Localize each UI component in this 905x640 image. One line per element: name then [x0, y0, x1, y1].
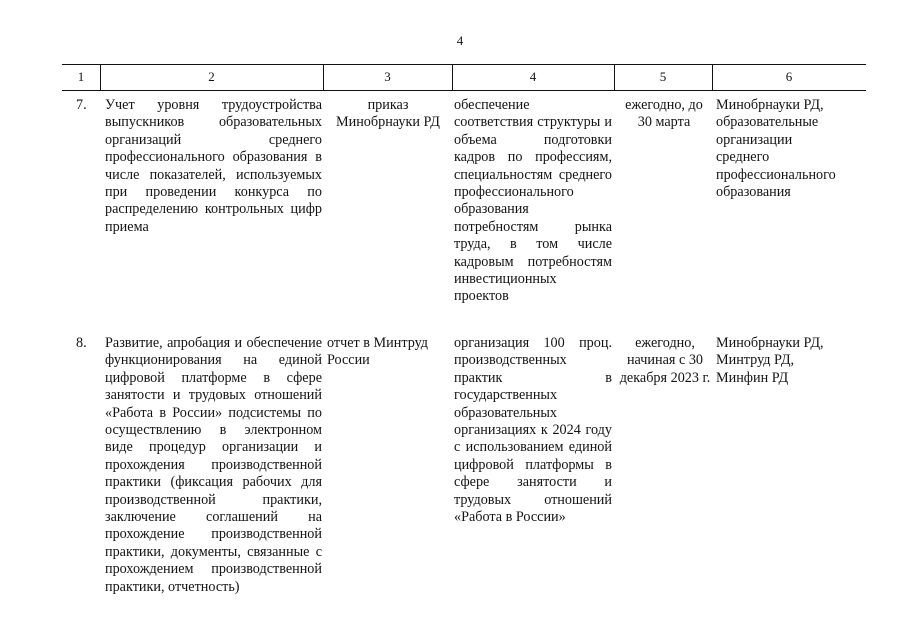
- row-8-number: 8.: [76, 335, 87, 351]
- table-header-bottom-border: [62, 90, 866, 91]
- row-7-executors: Минобрнауки РД, образовательные организации среднего профессионального образования: [716, 97, 836, 201]
- header-col-4: 4: [529, 69, 537, 84]
- page-number: 4: [456, 33, 464, 48]
- header-col-6: 6: [785, 69, 793, 84]
- row-7-document: приказ Минобрнауки РД: [335, 97, 440, 131]
- row-8-result: организация 100 проц. производственных практик в государственных образовательных организациях к 2024 году с использованием единой цифровой платформы в сфере занятости и трудовых отношений «Работа в России»: [454, 335, 612, 526]
- row-8-executors: Минобрнауки РД, Минтруд РД, Минфин РД: [716, 335, 824, 386]
- row-7-number: 7.: [76, 97, 87, 113]
- header-col-3: 3: [384, 69, 391, 84]
- row-8-activity: Развитие, апробация и обеспечение функционирования на единой цифровой платформе в сфере занятости и трудовых отношений «Работа в России» подсистемы по осуществлению в электронном виде процедур организации и прохождения производственной практики (фиксация рабочих для производственной практики, заключение соглашений на прохождение производственной практики, документы, связанные с прохождением производственной практики, отчетность): [105, 335, 322, 595]
- row-7-activity: Учет уровня трудоустройства выпускников образовательных организаций среднего профессионального образования в числе показателей, используемых при проведении конкурса по распределению контрольных цифр приема: [105, 97, 322, 235]
- header-col-2: 2: [208, 69, 215, 84]
- row-8-deadline: ежегодно, начиная с 30 декабря 2023 г.: [619, 335, 711, 386]
- header-col-1: 1: [77, 69, 85, 84]
- row-7-result: обеспечение соответствия структуры и объема подготовки кадров по профессиям, специальностям среднего профессионального образования потребностям рынка труда, в том числе кадровым потребностям инвестиционных проектов: [454, 97, 612, 305]
- row-8-document: отчет в Минтруд России: [327, 335, 429, 369]
- row-7-deadline: ежегодно, до 30 марта: [625, 97, 703, 131]
- header-col-5: 5: [659, 69, 667, 84]
